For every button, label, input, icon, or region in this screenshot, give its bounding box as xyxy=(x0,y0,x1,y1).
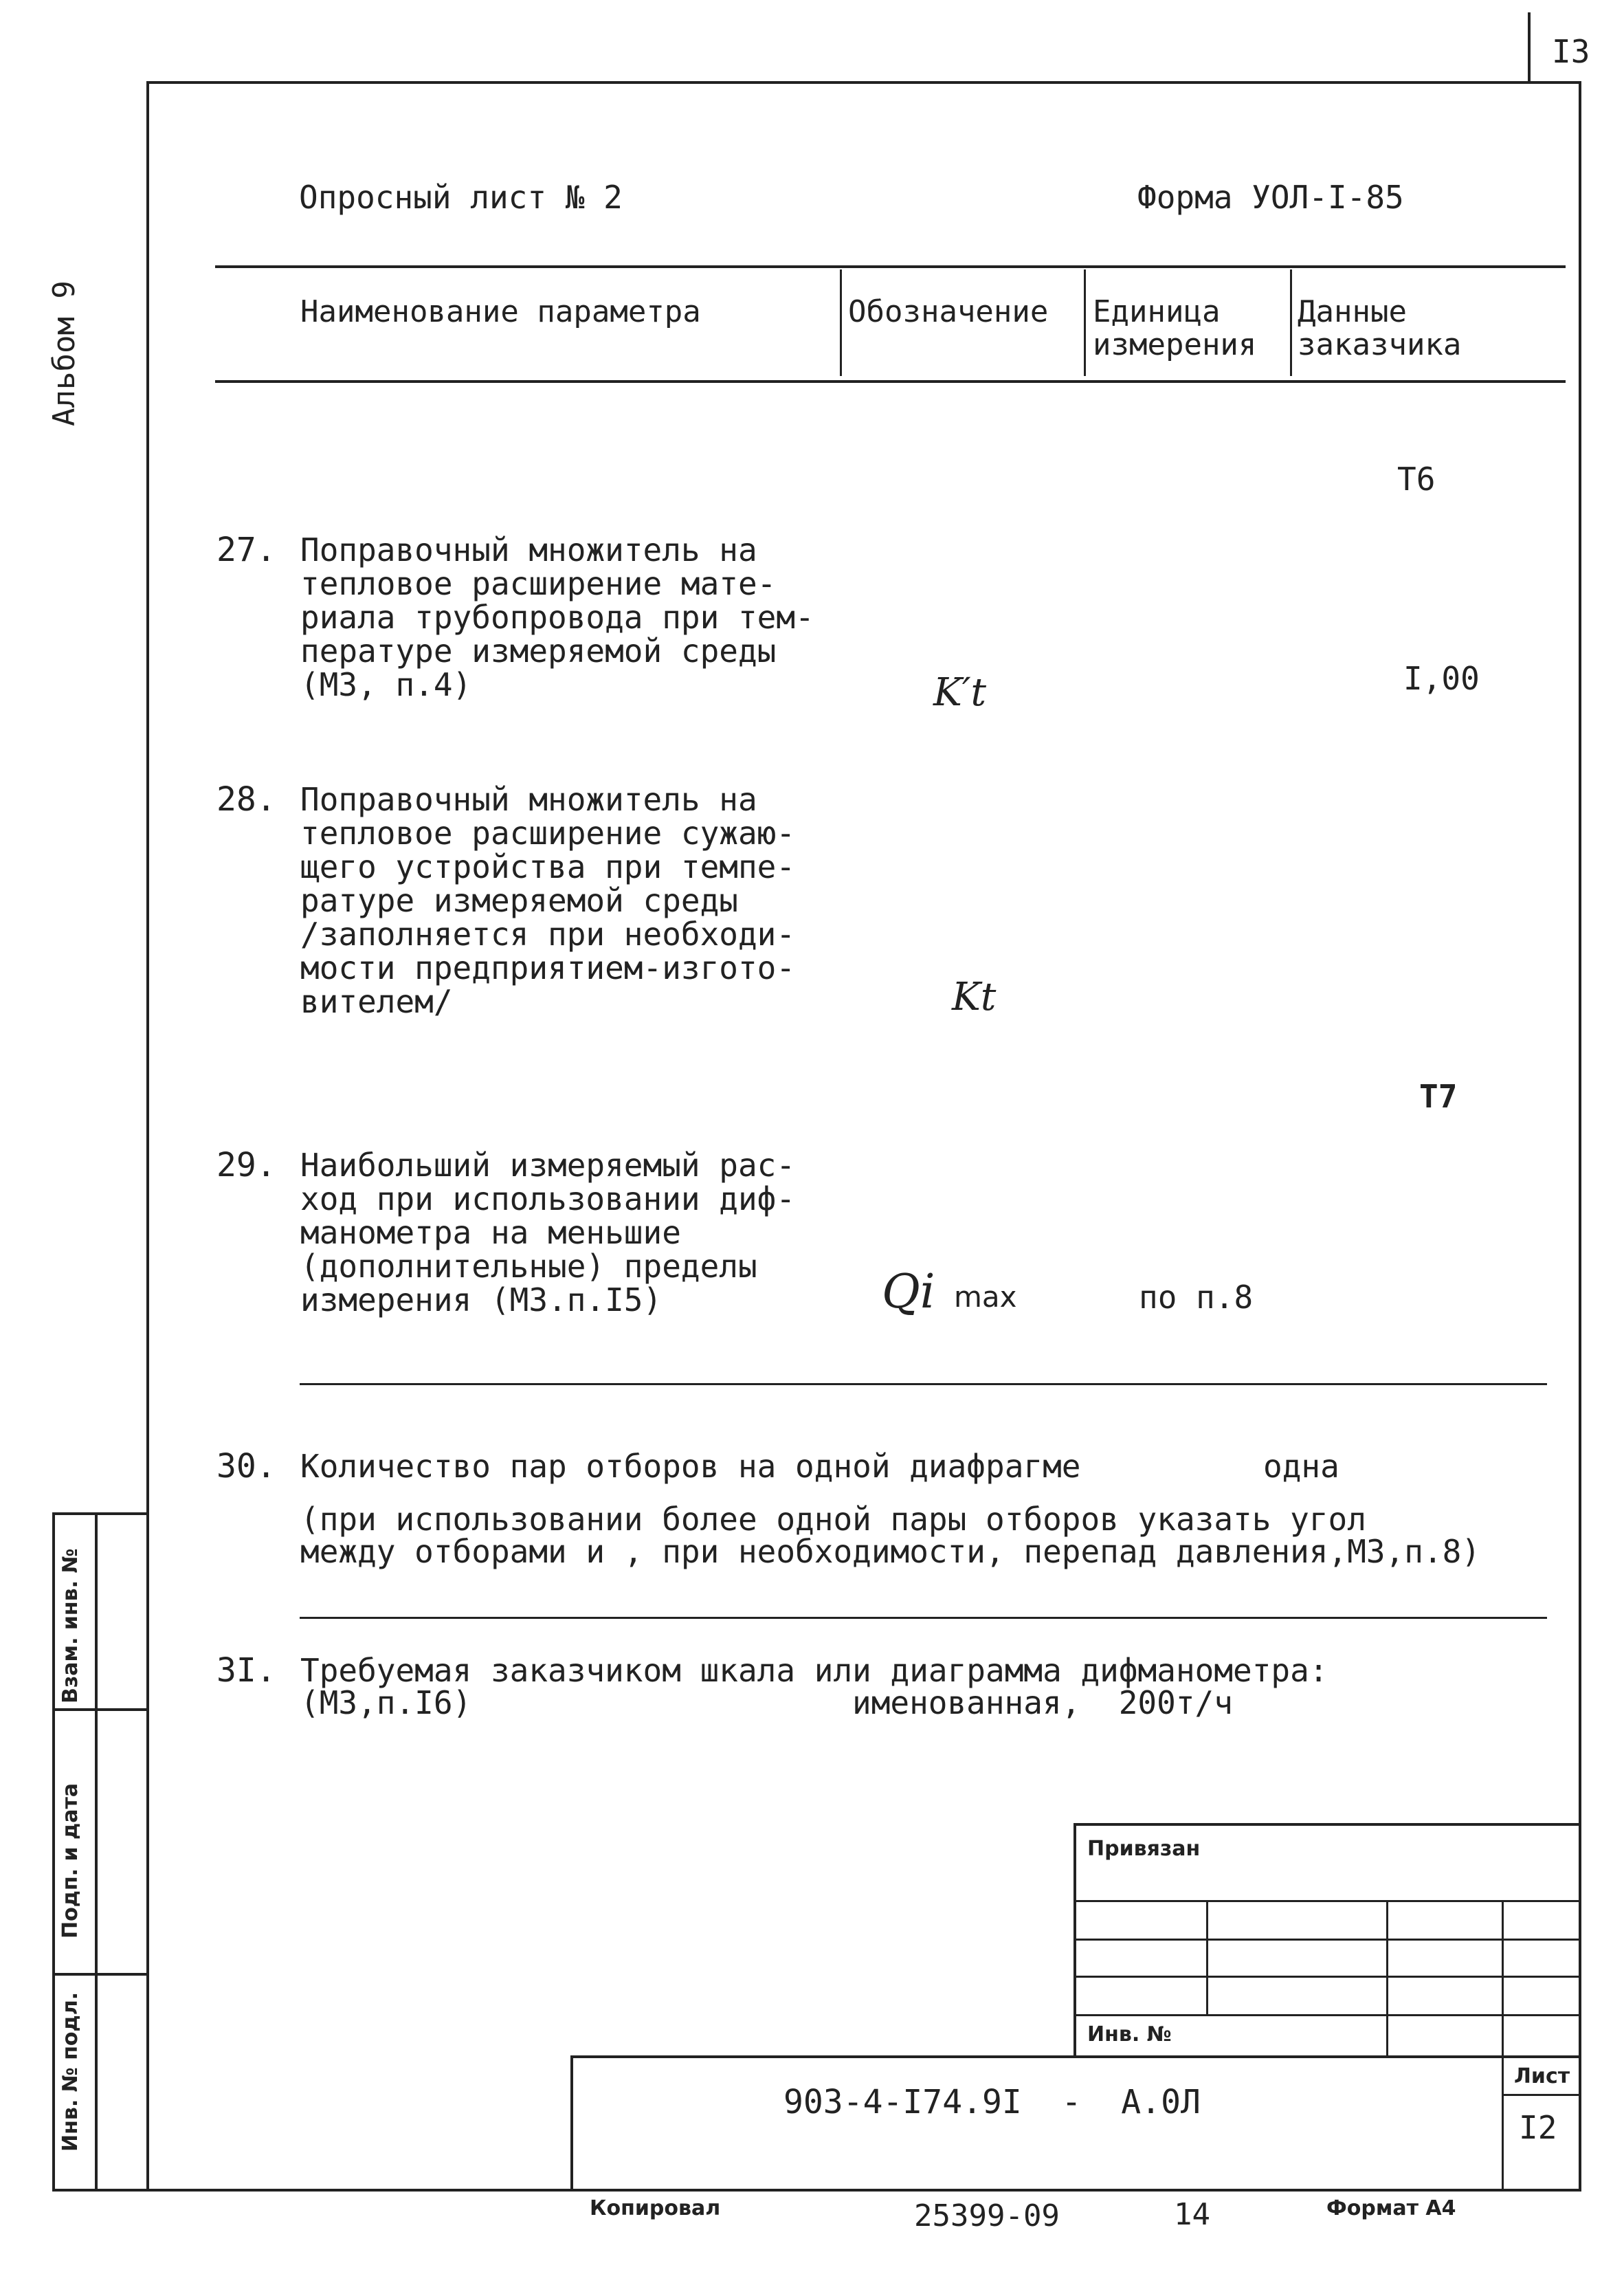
table-header-bottom-line xyxy=(215,380,1566,383)
item-27-line-2: тепловое расширение мате- xyxy=(300,565,777,602)
col-header-data-1: Данные xyxy=(1298,294,1407,329)
table-header-top-line xyxy=(215,265,1566,268)
stamp-main-left-line xyxy=(570,2055,573,2192)
col-divider-3 xyxy=(1290,269,1292,376)
side-label-inv-podl: Инв. № подл. xyxy=(58,1991,82,2152)
separator-after-29 xyxy=(300,1383,1547,1385)
item-29-line-2: ход при использовании диф- xyxy=(300,1180,796,1217)
item-27-line-1: Поправочный множитель на xyxy=(300,531,757,568)
frame-bottom-line xyxy=(52,2189,1581,2192)
footer-sheet: 14 xyxy=(1174,2197,1210,2232)
footer-format: Формат А4 xyxy=(1326,2196,1456,2220)
item-28-symbol: Kt xyxy=(952,975,997,1019)
doc-title: Опросный лист № 2 xyxy=(299,179,623,216)
item-29-symbol: Qi xyxy=(882,1265,935,1319)
stamp-row-line-1 xyxy=(1074,1900,1581,1902)
item-30-note-1: (при использовании более одной пары отборов указать угол xyxy=(300,1501,1366,1538)
item-30-value: одна xyxy=(1263,1448,1339,1485)
col-header-data-2: заказчика xyxy=(1298,327,1462,362)
stamp-col-line-1 xyxy=(1206,1900,1208,2014)
item-28-line-3: щего устройства при темпе- xyxy=(300,848,796,885)
item-29-line-3: манометра на меньшие xyxy=(300,1214,681,1251)
item-27-line-4: пературе измеряемой среды xyxy=(300,632,777,670)
stamp-col-line-3 xyxy=(1502,1900,1504,2189)
side-column-inner-line xyxy=(95,1512,98,2192)
item-29-line-1: Наибольший измеряемый рас- xyxy=(300,1147,796,1184)
side-label-podp: Подп. и дата xyxy=(58,1782,82,1939)
separator-after-30 xyxy=(300,1617,1547,1619)
item-31-line-2: (МЗ,п.I6) xyxy=(300,1684,472,1721)
page-number-box-line xyxy=(1528,12,1531,84)
stamp-sheet-value: I2 xyxy=(1519,2109,1557,2146)
item-27-line-3: риала трубопровода при тем- xyxy=(300,599,814,636)
stamp-row-line-4 xyxy=(1074,2014,1581,2016)
item-29-value: по п.8 xyxy=(1139,1279,1254,1316)
col-header-unit-2: измерения xyxy=(1093,327,1257,362)
item-27-line-5: (МЗ, п.4) xyxy=(300,666,472,703)
page-number: I3 xyxy=(1552,33,1590,70)
item-31-value: именованная, 200т/ч xyxy=(852,1684,1233,1721)
side-column-div-2 xyxy=(52,1973,149,1976)
item-28-number: 28. xyxy=(216,780,276,819)
item-31-line-1: Требуемая заказчиком шкала или диаграмма дифманометра: xyxy=(300,1652,1328,1689)
item-30-note-2: между отборами и , при необходимости, перепад давления,МЗ,п.8) xyxy=(300,1533,1481,1570)
col-divider-2 xyxy=(1084,269,1086,376)
stamp-sheet-label: Лист xyxy=(1514,2064,1570,2088)
item-28-line-6: мости предприятием-изгото- xyxy=(300,949,796,986)
item-27-symbol: K′t xyxy=(933,670,987,715)
mark-t7: Т7 xyxy=(1419,1078,1458,1115)
item-28-line-1: Поправочный множитель на xyxy=(300,781,757,818)
frame-left-line xyxy=(146,81,149,2192)
stamp-row-line-3 xyxy=(1074,1976,1581,1978)
item-29-number: 29. xyxy=(216,1146,276,1184)
side-column-outer-line xyxy=(52,1512,55,2192)
form-code: Форма УОЛ-I-85 xyxy=(1137,179,1404,216)
item-28-line-2: тепловое расширение сужаю- xyxy=(300,815,796,852)
footer-number: 25399-09 xyxy=(914,2198,1060,2233)
item-29-line-5: измерения (МЗ.п.I5) xyxy=(300,1281,663,1318)
item-29-symbol-sub: max xyxy=(954,1280,1017,1314)
col-header-unit-1: Единица xyxy=(1093,294,1221,329)
stamp-inv-no: Инв. № xyxy=(1087,2022,1172,2046)
side-column-top-line xyxy=(52,1512,149,1515)
item-29-line-4: (дополнительные) пределы xyxy=(300,1248,757,1285)
item-30-number: 30. xyxy=(216,1447,276,1486)
stamp-doc-code: 903-4-I74.9I - А.0Л xyxy=(783,2083,1201,2121)
album-label: Альбом 9 xyxy=(47,280,82,426)
stamp-privyazan: Привязан xyxy=(1087,1837,1201,1861)
item-28-line-5: /заполняется при необходи- xyxy=(300,916,796,953)
item-28-line-4: ратуре измеряемой среды xyxy=(300,882,738,919)
item-31-number: 3I. xyxy=(216,1651,276,1690)
frame-right-line xyxy=(1579,81,1581,2192)
side-column-div-1 xyxy=(52,1708,149,1711)
stamp-main-top-line xyxy=(570,2055,1581,2058)
frame-top-line xyxy=(146,81,1581,84)
col-divider-1 xyxy=(840,269,842,376)
mark-t6: Т6 xyxy=(1397,461,1436,498)
side-label-vzam: Взам. инв. № xyxy=(58,1548,82,1703)
col-header-symbol: Обозначение xyxy=(848,294,1049,329)
stamp-col-line-2 xyxy=(1386,1900,1388,2057)
stamp-sheet-divider xyxy=(1502,2094,1581,2096)
stamp-row-line-2 xyxy=(1074,1939,1581,1941)
item-28-line-7: вителем/ xyxy=(300,983,453,1020)
col-header-name: Наименование параметра xyxy=(300,294,701,329)
item-27-value: I,00 xyxy=(1403,660,1480,697)
footer-kopiroval: Копировал xyxy=(590,2196,721,2220)
stamp-upper-top-line xyxy=(1074,1823,1581,1826)
item-30-line-1: Количество пар отборов на одной диафрагме xyxy=(300,1448,1081,1485)
item-27-number: 27. xyxy=(216,531,276,569)
